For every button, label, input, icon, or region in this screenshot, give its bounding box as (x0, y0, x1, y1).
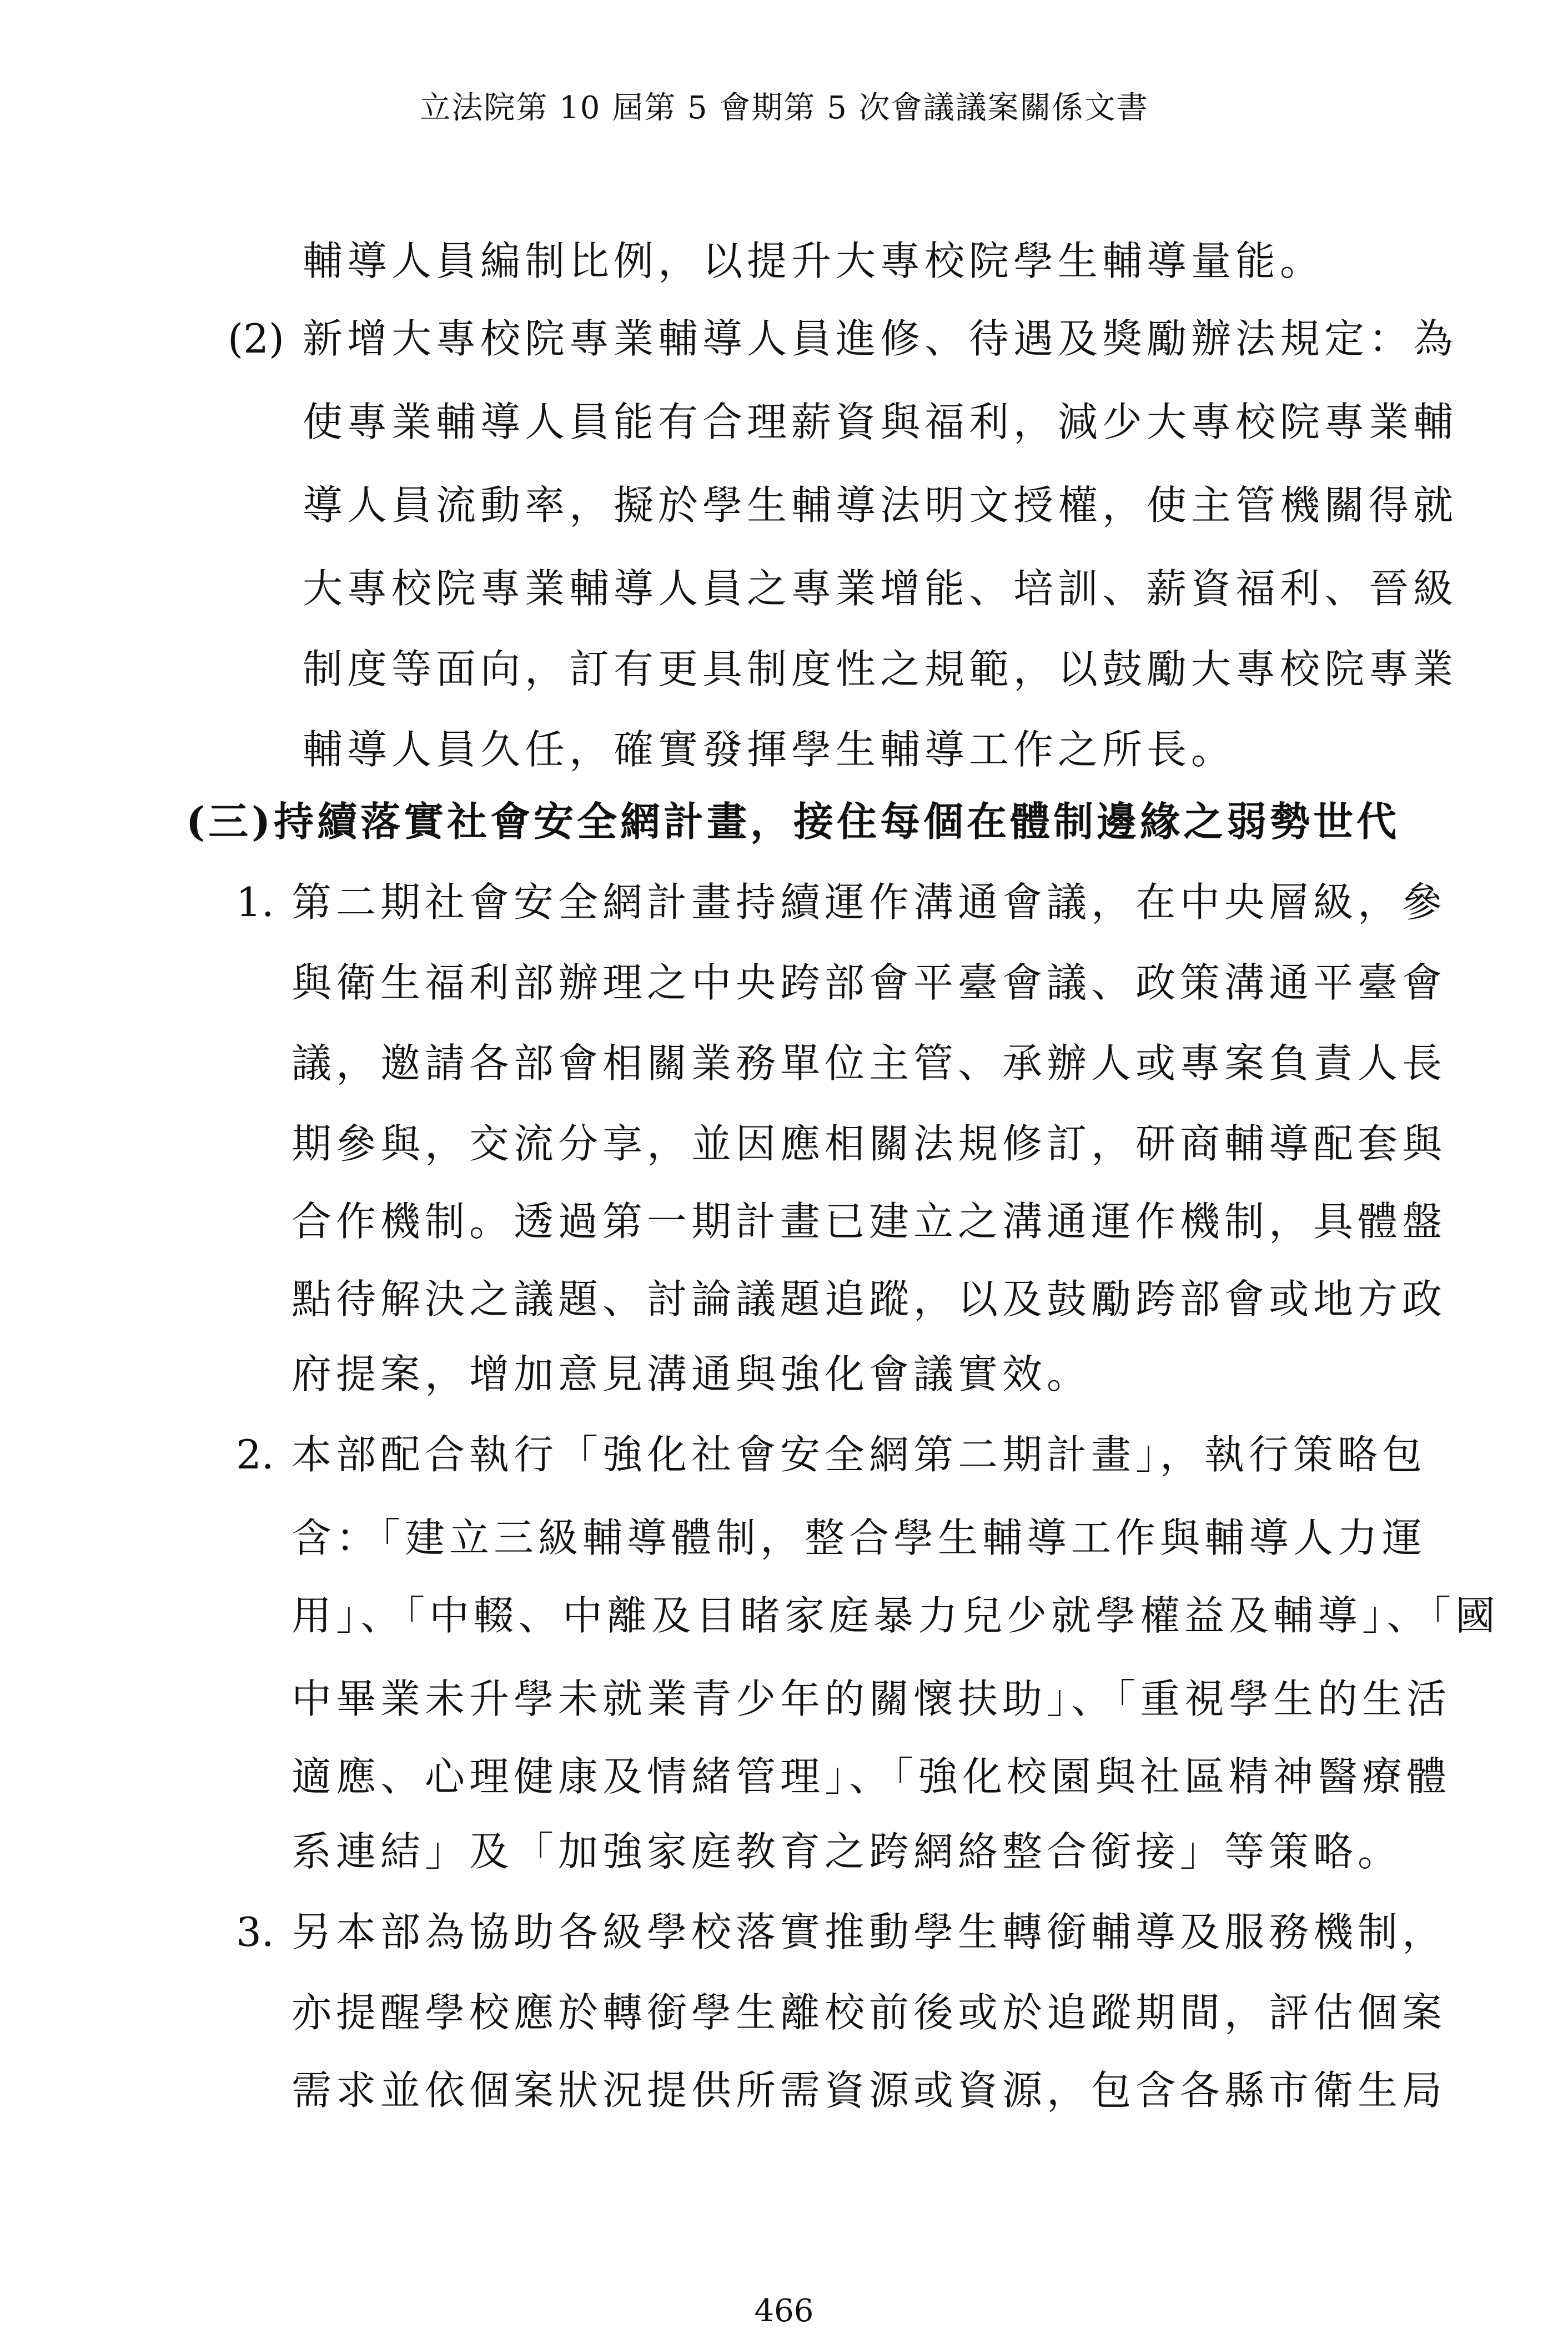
text-line: 合作機制。透過第一期計畫已建立之溝通運作機制，具體盤 (292, 1198, 1447, 1245)
item-marker: 1. (236, 879, 274, 925)
item-marker: 2. (236, 1431, 274, 1478)
section-heading: (三)持續落實社會安全網計畫，接住每個在體制邊緣之弱勢世代 (186, 798, 1400, 845)
text-line: 本部配合執行「強化社會安全網第二期計畫」，執行策略包 (292, 1431, 1427, 1478)
text-line: 含：「建立三級輔導體制，整合學生輔導工作與輔導人力運 (292, 1515, 1427, 1561)
text-line: 另本部為協助各級學校落實推動學生轉銜輔導及服務機制， (292, 1909, 1447, 1955)
text-line: 與衛生福利部辦理之中央跨部會平臺會議、政策溝通平臺會 (292, 959, 1447, 1006)
page-number: 466 (754, 2293, 814, 2329)
text-line: 用」、「中輟、中離及目睹家庭暴力兒少就學權益及輔導」、「國 (292, 1592, 1500, 1639)
item-marker: (2) (228, 315, 284, 362)
text-line: 期參與，交流分享，並因應相關法規修訂，研商輔導配套與 (292, 1120, 1447, 1167)
text-line: 適應、心理健康及情緒管理」、「強化校園與社區精神醫療體 (292, 1753, 1451, 1800)
text-line: 點待解決之議題、討論議題追蹤，以及鼓勵跨部會或地方政 (292, 1276, 1447, 1322)
item-marker: 3. (236, 1909, 274, 1955)
text-line: 系連結」及「加強家庭教育之跨網絡整合銜接」等策略。 (292, 1828, 1403, 1875)
text-line: 大專校院專業輔導人員之專業增能、培訓、薪資福利、晉級 (303, 565, 1458, 612)
text-line: 議，邀請各部會相關業務單位主管、承辦人或專案負責人長 (292, 1040, 1447, 1086)
text-line: 使專業輔導人員能有合理薪資與福利，減少大專校院專業輔 (303, 399, 1458, 445)
text-line: 第二期社會安全網計畫持續運作溝通會議，在中央層級，參 (292, 879, 1447, 925)
text-line: 導人員流動率，擬於學生輔導法明文授權，使主管機關得就 (303, 482, 1458, 529)
text-line: 新增大專校院專業輔導人員進修、待遇及獎勵辦法規定：為 (303, 315, 1458, 362)
document-header: 立法院第 10 屆第 5 會期第 5 次會議議案關係文書 (419, 90, 1149, 126)
text-line: 輔導人員久任，確實發揮學生輔導工作之所長。 (303, 726, 1236, 773)
text-line: 需求並依個案狀況提供所需資源或資源，包含各縣市衛生局 (292, 2067, 1447, 2114)
text-line: 輔導人員編制比例，以提升大專校院學生輔導量能。 (303, 238, 1325, 284)
text-line: 中畢業未升學未就業青少年的關懷扶助」、「重視學生的生活 (292, 1676, 1451, 1722)
text-line: 亦提醒學校應於轉銜學生離校前後或於追蹤期間，評估個案 (292, 1989, 1447, 2036)
text-line: 制度等面向，訂有更具制度性之規範，以鼓勵大專校院專業 (303, 646, 1458, 692)
text-line: 府提案，增加意見溝通與強化會議實效。 (292, 1351, 1092, 1397)
